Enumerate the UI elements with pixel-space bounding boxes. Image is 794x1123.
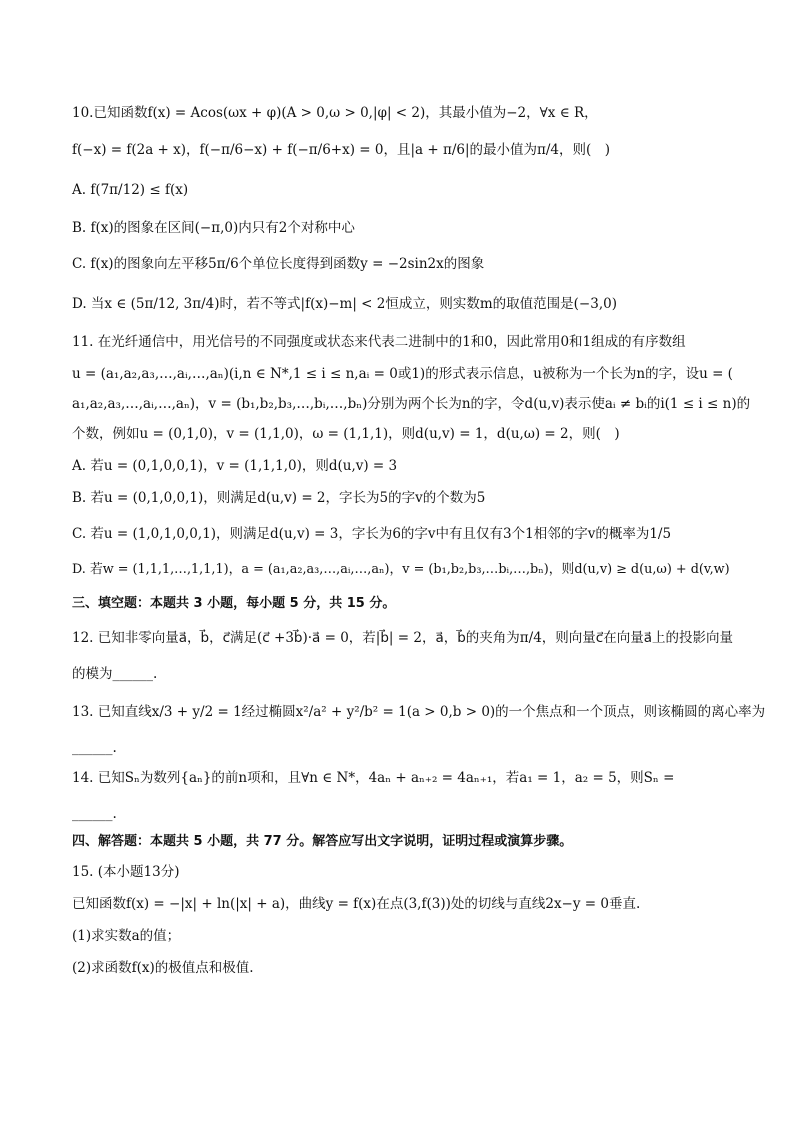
section-answer-heading: 四、解答题：本题共 5 小题，共 77 分。解答应写出文字说明，证明过程或演算步骤。 (72, 834, 573, 849)
q15-part2: (2)求函数f(x)的极值点和极值. (72, 960, 254, 976)
q10-option-b: B. f(x)的图象在区间(−π,0)内只有2个对称中心 (72, 220, 355, 236)
q11-stem-line3: a₁,a₂,a₃,…,aᵢ,…,aₙ)，v = (b₁,b₂,b₃,…,bᵢ,…,bₙ)分别为两个长为n的字，令d(u,v)表示使aᵢ ≠ bᵢ的i(1 ≤ i ≤ n)的 (72, 396, 751, 412)
q12-stem-line2: 的模为______. (72, 666, 158, 682)
q15-stem: 已知函数f(x) = −|x| + ln(|x| + a)，曲线y = f(x)在点(3,f(3))处的切线与直线2x−y = 0垂直. (72, 896, 641, 912)
q10-option-a: A. f(7π/12) ≤ f(x) (72, 182, 189, 198)
q10-stem-line1: 10.已知函数f(x) = Acos(ωx + φ)(A > 0,ω > 0,|φ| < 2)，其最小值为−2，∀x ∈ R， (72, 105, 598, 121)
q15-title: 15. (本小题13分) (72, 864, 180, 880)
q11-stem-line2: u = (a₁,a₂,a₃,…,aᵢ,…,aₙ)(i,n ∈ N*,1 ≤ i ≤ n,aᵢ = 0或1)的形式表示信息，u被称为一个长为n的字，设u = ( (72, 366, 733, 382)
q12-stem-line1: 12. 已知非零向量a⃗，b⃗，c⃗满足(c⃗ +3b⃗)·a⃗ = 0，若|b⃗| = 2，a⃗，b⃗的夹角为π/4，则向量c⃗在向量a⃗上的投影向量 (72, 630, 733, 646)
q10-stem-line2: f(−x) = f(2a + x)，f(−π/6−x) + f(−π/6+x) = 0，且|a + π/6|的最小值为π/4，则( ) (72, 142, 611, 158)
q14-stem-line1: 14. 已知Sₙ为数列{aₙ}的前n项和，且∀n ∈ N*，4aₙ + aₙ₊₂ = 4aₙ₊₁，若a₁ = 1，a₂ = 5，则Sₙ = (72, 770, 675, 786)
q15-part1: (1)求实数a的值； (72, 928, 181, 944)
q11-option-d: D. 若w = (1,1,1,…,1,1,1)，a = (a₁,a₂,a₃,…,aᵢ,…,aₙ)，v = (b₁,b₂,b₃,…bᵢ,…,bₙ)，则d(u,v) ≥ d(u,ω) + d(v,w) (72, 562, 730, 577)
q11-option-c: C. 若u = (1,0,1,0,0,1)，则满足d(u,v) = 3，字长为6的字v中有且仅有3个1相邻的字v的概率为1/5 (72, 526, 672, 542)
q11-stem-line1: 11. 在光纤通信中，用光信号的不同强度或状态来代表二进制中的1和0，因此常用0和1组成的有序数组 (72, 334, 686, 350)
q14-answer-blank: ______. (72, 806, 117, 822)
q11-stem-line4: 个数，例如u = (0,1,0)，v = (1,1,0)，ω = (1,1,1)，则d(u,v) = 1，d(u,ω) = 2，则( ) (72, 426, 620, 442)
section-fill-in-heading: 三、填空题：本题共 3 小题，每小题 5 分，共 15 分。 (72, 596, 396, 611)
q10-option-c: C. f(x)的图象向左平移5π/6个单位长度得到函数y = −2sin2x的图象 (72, 256, 485, 272)
q10-option-d: D. 当x ∈ (5π/12, 3π/4)时，若不等式|f(x)−m| < 2恒成立，则实数m的取值范围是(−3,0) (72, 296, 617, 312)
q13-stem-line1: 13. 已知直线x/3 + y/2 = 1经过椭圆x²/a² + y²/b² = 1(a > 0,b > 0)的一个焦点和一个顶点，则该椭圆的离心率为 (72, 704, 766, 720)
q11-option-a: A. 若u = (0,1,0,0,1)，v = (1,1,1,0)，则d(u,v) = 3 (72, 458, 398, 474)
q11-option-b: B. 若u = (0,1,0,0,1)，则满足d(u,v) = 2，字长为5的字v的个数为5 (72, 490, 486, 506)
q13-answer-blank: ______. (72, 740, 117, 756)
